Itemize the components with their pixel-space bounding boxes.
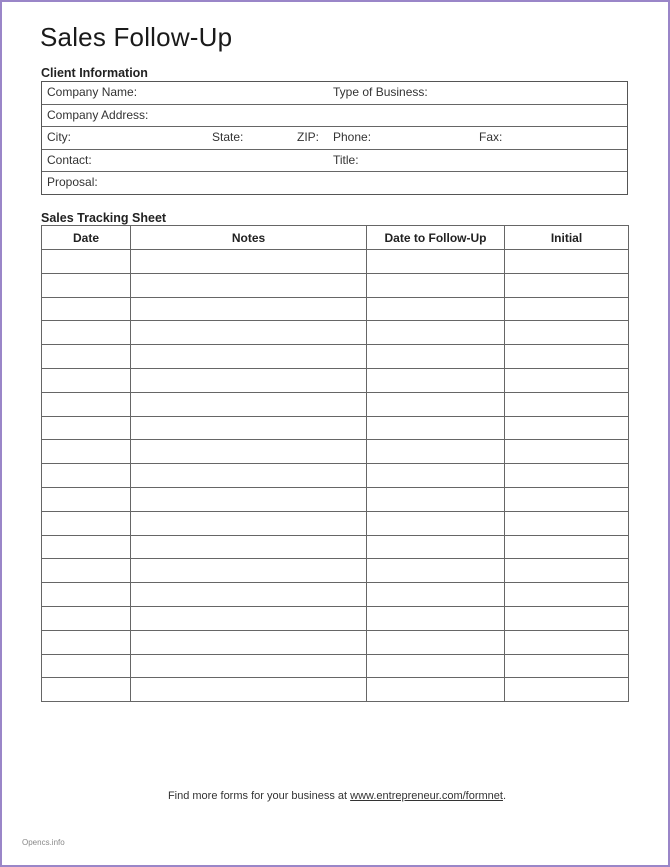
date-cell[interactable] — [42, 392, 131, 416]
date-cell[interactable] — [42, 630, 131, 654]
follow-up-date-cell[interactable] — [367, 606, 505, 630]
proposal-label: Proposal: — [47, 175, 98, 190]
initial-cell[interactable] — [505, 440, 629, 464]
initial-cell[interactable] — [505, 273, 629, 297]
table-header-row — [42, 226, 629, 250]
initial-cell[interactable] — [505, 464, 629, 488]
follow-up-date-cell[interactable] — [367, 678, 505, 702]
initial-cell[interactable] — [505, 559, 629, 583]
date-cell[interactable] — [42, 535, 131, 559]
follow-up-date-cell[interactable] — [367, 487, 505, 511]
footer-text: Find more forms for your business at — [167, 790, 351, 802]
zip-label: ZIP: — [297, 130, 320, 145]
client-information-heading: Client Information — [41, 66, 148, 80]
notes-cell[interactable] — [131, 654, 367, 678]
notes-cell[interactable] — [131, 440, 367, 464]
initial-cell[interactable] — [505, 487, 629, 511]
follow-up-date-cell[interactable] — [367, 297, 505, 321]
footer-suffix: . — [502, 790, 507, 802]
follow-up-date-cell[interactable] — [367, 392, 505, 416]
initial-cell[interactable] — [505, 511, 629, 535]
form-title: Sales Follow-Up — [40, 22, 233, 52]
notes-cell[interactable] — [131, 368, 367, 392]
initial-cell[interactable] — [505, 606, 629, 630]
notes-cell[interactable] — [131, 416, 367, 440]
initial-cell[interactable] — [505, 250, 629, 274]
client-row-company — [42, 82, 627, 105]
date-cell[interactable] — [42, 487, 131, 511]
date-cell[interactable] — [42, 678, 131, 702]
notes-cell[interactable] — [131, 583, 367, 607]
table-row — [42, 654, 629, 678]
contact-label: Contact: — [47, 152, 92, 167]
sales-tracking-heading: Sales Tracking Sheet — [41, 211, 167, 225]
follow-up-date-cell[interactable] — [367, 250, 505, 274]
table-row — [42, 487, 629, 511]
follow-up-date-cell[interactable] — [367, 321, 505, 345]
table-row — [42, 559, 629, 583]
table-row — [42, 297, 629, 321]
initial-cell[interactable] — [505, 678, 629, 702]
table-row — [42, 416, 629, 440]
notes-cell[interactable] — [131, 678, 367, 702]
table-row — [42, 440, 629, 464]
initial-cell[interactable] — [505, 345, 629, 369]
column-header-initial: Initial — [505, 226, 629, 250]
table-row — [42, 511, 629, 535]
notes-cell[interactable] — [131, 630, 367, 654]
initial-cell[interactable] — [505, 392, 629, 416]
notes-cell[interactable] — [131, 487, 367, 511]
initial-cell[interactable] — [505, 321, 629, 345]
table-row — [42, 464, 629, 488]
follow-up-date-cell[interactable] — [367, 559, 505, 583]
date-cell[interactable] — [42, 345, 131, 369]
table-row — [42, 273, 629, 297]
notes-cell[interactable] — [131, 273, 367, 297]
footer — [2, 790, 670, 802]
notes-cell[interactable] — [131, 535, 367, 559]
client-information-box — [41, 81, 628, 195]
notes-cell[interactable] — [131, 392, 367, 416]
table-row — [42, 606, 629, 630]
date-cell[interactable] — [42, 440, 131, 464]
follow-up-date-cell[interactable] — [367, 583, 505, 607]
notes-cell[interactable] — [131, 559, 367, 583]
company-address-label: Company Address: — [47, 107, 149, 122]
sales-tracking-table — [41, 225, 629, 702]
watermark: Opencs.info — [22, 838, 65, 847]
footer-link[interactable]: www.entrepreneur.com/formnet — [350, 790, 503, 802]
initial-cell[interactable] — [505, 368, 629, 392]
date-cell[interactable] — [42, 416, 131, 440]
client-row-address — [42, 105, 627, 128]
notes-cell[interactable] — [131, 464, 367, 488]
table-row — [42, 368, 629, 392]
notes-cell[interactable] — [131, 250, 367, 274]
follow-up-date-cell[interactable] — [367, 368, 505, 392]
client-row-proposal — [42, 172, 627, 195]
follow-up-date-cell[interactable] — [367, 535, 505, 559]
table-row — [42, 345, 629, 369]
date-cell[interactable] — [42, 559, 131, 583]
date-cell[interactable] — [42, 511, 131, 535]
client-row-location — [42, 127, 627, 150]
follow-up-date-cell[interactable] — [367, 440, 505, 464]
tracking-table-body — [42, 250, 629, 702]
date-cell[interactable] — [42, 606, 131, 630]
title-label: Title: — [333, 152, 359, 167]
date-cell[interactable] — [42, 297, 131, 321]
company-name-label: Company Name: — [47, 85, 138, 99]
follow-up-date-cell[interactable] — [367, 345, 505, 369]
follow-up-date-cell[interactable] — [367, 416, 505, 440]
initial-cell[interactable] — [505, 654, 629, 678]
follow-up-date-cell[interactable] — [367, 273, 505, 297]
table-row — [42, 392, 629, 416]
notes-cell[interactable] — [131, 297, 367, 321]
city-label: City: — [47, 130, 71, 145]
follow-up-date-cell[interactable] — [367, 654, 505, 678]
date-cell[interactable] — [42, 273, 131, 297]
notes-cell[interactable] — [131, 511, 367, 535]
table-row — [42, 250, 629, 274]
initial-cell[interactable] — [505, 535, 629, 559]
type-of-business-label: Type of Business: — [333, 85, 428, 99]
follow-up-date-cell[interactable] — [367, 630, 505, 654]
column-header-date: Date — [42, 226, 131, 250]
table-row — [42, 678, 629, 702]
date-cell[interactable] — [42, 321, 131, 345]
date-cell[interactable] — [42, 368, 131, 392]
column-header-notes: Notes — [131, 226, 367, 250]
follow-up-date-cell[interactable] — [367, 511, 505, 535]
phone-label: Phone: — [333, 130, 372, 145]
date-cell[interactable] — [42, 583, 131, 607]
initial-cell[interactable] — [505, 297, 629, 321]
initial-cell[interactable] — [505, 583, 629, 607]
state-label: State: — [212, 130, 244, 145]
initial-cell[interactable] — [505, 630, 629, 654]
client-row-contact — [42, 150, 627, 173]
column-header-follow-up-date: Date to Follow-Up — [367, 226, 505, 250]
date-cell[interactable] — [42, 250, 131, 274]
notes-cell[interactable] — [131, 345, 367, 369]
table-row — [42, 630, 629, 654]
table-row — [42, 535, 629, 559]
date-cell[interactable] — [42, 654, 131, 678]
table-row — [42, 321, 629, 345]
table-row — [42, 583, 629, 607]
date-cell[interactable] — [42, 464, 131, 488]
fax-label: Fax: — [479, 130, 503, 145]
notes-cell[interactable] — [131, 606, 367, 630]
initial-cell[interactable] — [505, 416, 629, 440]
follow-up-date-cell[interactable] — [367, 464, 505, 488]
notes-cell[interactable] — [131, 321, 367, 345]
